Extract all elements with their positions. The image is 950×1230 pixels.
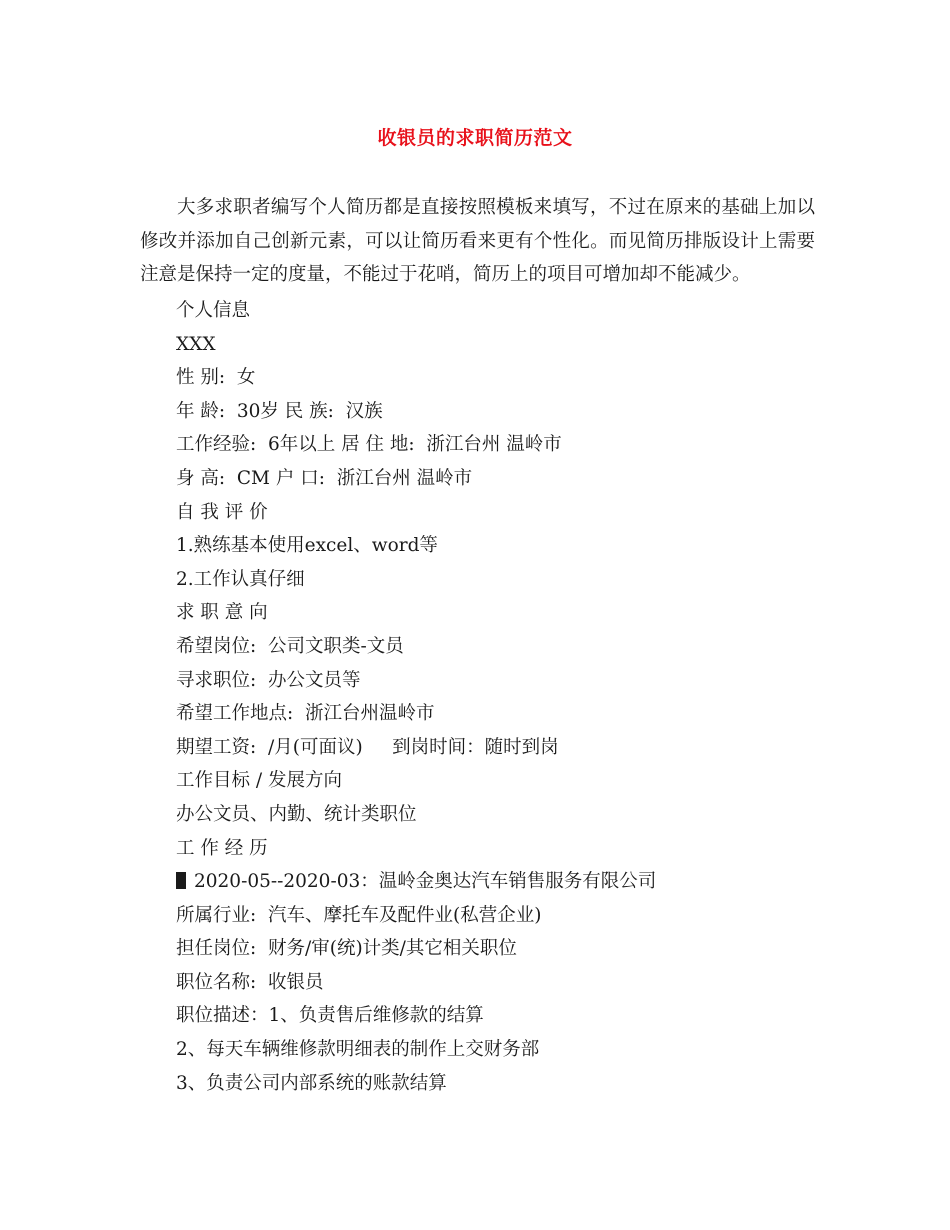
self-evaluation-item: 1.熟练基本使用excel、word等 <box>176 535 438 557</box>
gender-line: 性 别: 女 <box>176 367 256 389</box>
experience-entry-title: 2020-05--2020-03：温岭金奥达汽车销售服务有限公司 <box>194 871 657 893</box>
experience-residence-line: 工作经验: 6年以上 居 住 地: 浙江台州 温岭市 <box>176 434 562 456</box>
sought-position-line: 寻求职位: 办公文员等 <box>176 669 361 691</box>
section-heading-self-evaluation: 自 我 评 价 <box>176 501 268 523</box>
resume-name: XXX <box>176 333 216 355</box>
role-line: 担任岗位: 财务/审(统)计类/其它相关职位 <box>176 938 517 960</box>
resume-content <box>176 294 836 1100</box>
section-heading-job-intention: 求 职 意 向 <box>176 602 268 624</box>
intro-paragraph: 大多求职者编写个人简历都是直接按照模板来填写，不过在原来的基础上加以修改并添加自己创新元素，可以让简历看来更有个性化。而见简历排版设计上需要注意是保持一定的度量，不能过于花哨，简历上的项目可增加却不能减少。 <box>140 197 815 285</box>
industry-line: 所属行业: 汽车、摩托车及配件业(私营企业) <box>176 904 542 926</box>
experience-entry-header <box>176 865 836 899</box>
job-description-line: 2、每天车辆维修款明细表的制作上交财务部 <box>176 1039 540 1061</box>
section-heading-work-experience: 工 作 经 历 <box>176 837 268 859</box>
section-heading-career-goal: 工作目标 / 发展方向 <box>176 770 342 792</box>
height-hukou-line: 身 高: CM 户 口: 浙江台州 温岭市 <box>176 467 473 489</box>
salary-availability-line: 期望工资: /月(可面议) 到岗时间：随时到岗 <box>176 736 559 758</box>
desired-position-line: 希望岗位: 公司文职类-文员 <box>176 635 404 657</box>
section-heading-personal-info: 个人信息 <box>176 300 251 321</box>
bullet-square-icon <box>176 872 186 889</box>
job-description-line: 职位描述：1、负责售后维修款的结算 <box>176 1005 484 1027</box>
job-title-line: 职位名称: 收银员 <box>176 971 324 993</box>
desired-location-line: 希望工作地点: 浙江台州温岭市 <box>176 703 435 725</box>
job-description-line: 3、负责公司内部系统的账款结算 <box>176 1072 447 1094</box>
self-evaluation-item: 2.工作认真仔细 <box>176 568 305 590</box>
age-ethnicity-line: 年 龄: 30岁 民 族: 汉族 <box>176 400 383 422</box>
career-goal-line: 办公文员、内勤、统计类职位 <box>176 803 417 825</box>
document-title: 收银员的求职简历范文 <box>377 127 573 149</box>
